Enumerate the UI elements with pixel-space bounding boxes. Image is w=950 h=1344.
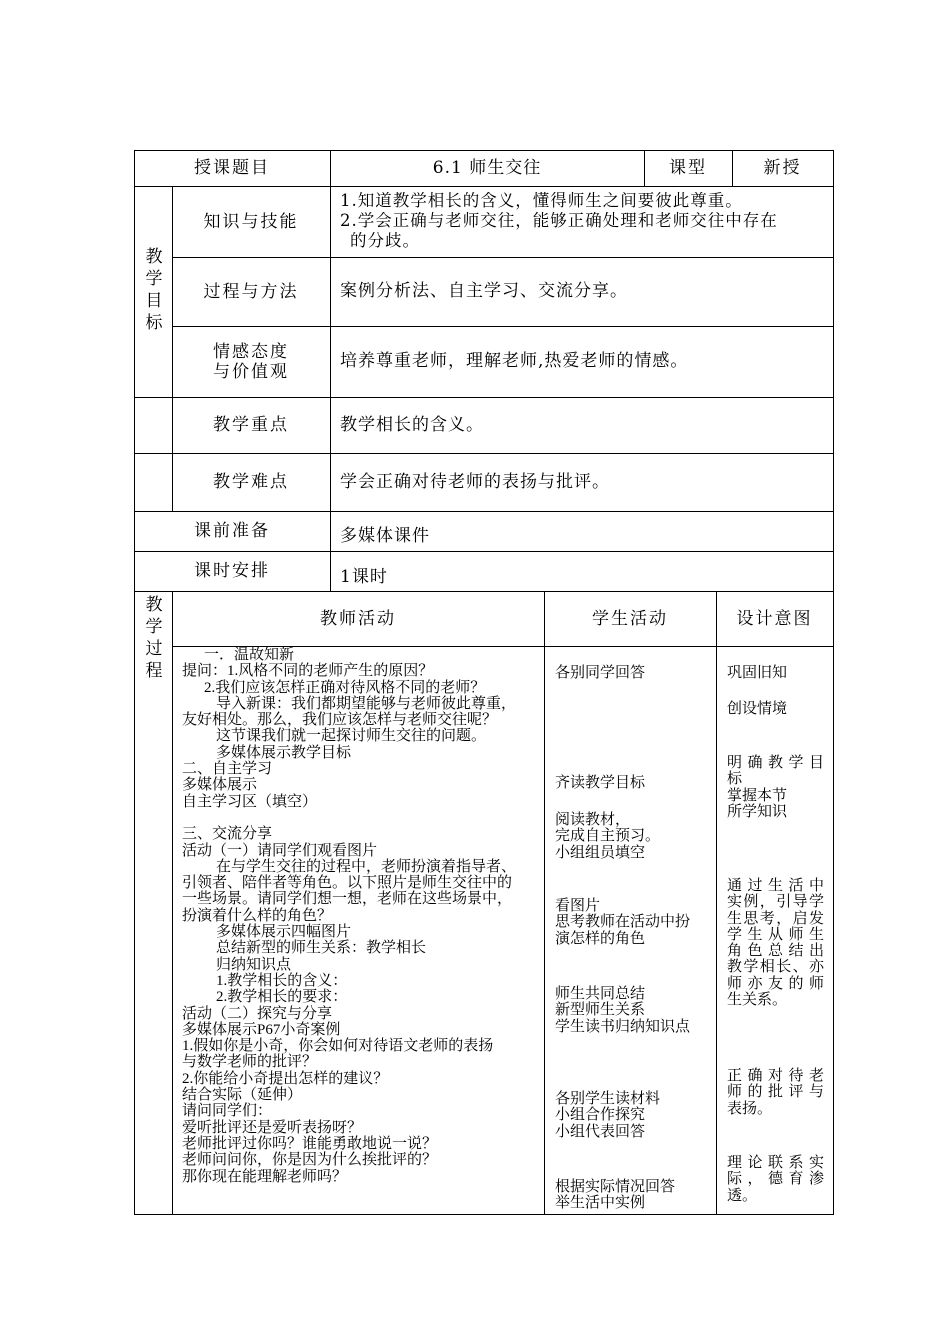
- design-line: 学生从师生: [727, 926, 824, 943]
- design-line: 表扬。: [727, 1100, 773, 1117]
- course-type-label: 课型: [669, 158, 707, 178]
- student-line: 学生读书归纳知识点: [555, 1018, 691, 1035]
- teacher-activity: [182, 647, 542, 1185]
- student-line: 根据实际情况回答: [555, 1179, 676, 1195]
- course-type-value: 新授: [763, 158, 802, 178]
- col-header-teacher: 教师活动: [320, 608, 396, 629]
- teacher-line: 导入新课：我们都期望能够与老师彼此尊重，: [216, 695, 517, 712]
- teacher-line: 1.教学相长的含义：: [216, 972, 348, 989]
- student-activity-d: [555, 898, 713, 947]
- teacher-line: 提问：1.风格不同的老师产生的原因？: [182, 663, 434, 680]
- knowledge-label: 知识与技能: [203, 211, 299, 232]
- student-line: 小组合作探究: [555, 1107, 646, 1124]
- teacher-line: 2.你能给小奇提出怎样的建议？: [182, 1070, 389, 1087]
- design-line: 正确对待老: [727, 1068, 824, 1084]
- col-divider: [172, 591, 173, 1215]
- design-line: 所学知识: [727, 803, 788, 820]
- student-activity-b: [555, 775, 713, 791]
- process-method-value: 案例分析法、自主学习、交流分享。: [340, 281, 628, 301]
- teacher-line: 1.假如你是小奇，你会如何对待语文老师的表扬: [182, 1038, 494, 1055]
- design-line: 巩固旧知: [727, 665, 788, 681]
- student-line: 齐读教学目标: [555, 775, 646, 791]
- student-activity-f: [555, 1091, 713, 1140]
- design-line: 实例，引导学: [727, 894, 824, 911]
- emotion-label-line-2: 与价值观: [213, 361, 289, 382]
- schedule-value: 1课时: [340, 567, 388, 587]
- emotion-label: [172, 326, 330, 397]
- teacher-line: 友好相处。那么，我们应该怎样与老师交往呢？: [182, 712, 498, 729]
- design-line: 际，德育渗: [727, 1171, 824, 1188]
- student-line: 看图片: [555, 898, 601, 914]
- teacher-line: 引领者、陪伴者等角色。以下照片是师生交往中的: [182, 875, 513, 892]
- key-point-label: 教学重点: [213, 415, 289, 435]
- design-line: 理论联系实: [727, 1155, 824, 1171]
- teacher-line: 活动（二）探究与分享: [182, 1005, 333, 1022]
- student-line: 举生活中实例: [555, 1195, 646, 1212]
- student-activity-g: [555, 1179, 713, 1212]
- teacher-line: 爱听批评还是爱听表扬呀？: [182, 1119, 363, 1136]
- design-line: 生思考，启发: [727, 910, 824, 927]
- design-intent-a: [727, 665, 827, 681]
- design-line: 通过生活中: [727, 878, 824, 894]
- teacher-line: 总结新型的师生关系：教学相长: [216, 940, 427, 957]
- teacher-line: 老师问问你，你是因为什么挨批评的？: [182, 1152, 438, 1169]
- design-line: 教学相长、亦: [727, 959, 824, 976]
- student-line: 演怎样的角色: [555, 930, 646, 947]
- student-line: 师生共同总结: [555, 986, 646, 1002]
- teacher-line: 2.教学相长的要求：: [216, 989, 348, 1006]
- design-line: 师的批评与: [727, 1084, 824, 1101]
- key-point-value: 教学相长的含义。: [340, 415, 484, 435]
- difficulty-value: 学会正确对待老师的表扬与批评。: [340, 472, 610, 492]
- design-intent-f: [727, 1155, 824, 1204]
- teacher-line: 一．温故知新: [204, 647, 295, 663]
- design-intent-c: [727, 755, 824, 820]
- student-line: 小组代表回答: [555, 1123, 646, 1140]
- student-line: 各别学生读材料: [555, 1091, 661, 1107]
- design-line: 角色总结出: [727, 943, 824, 960]
- col-header-student: 学生活动: [592, 608, 668, 629]
- teacher-line: 二、自主学习: [182, 761, 273, 778]
- knowledge-line-2: 2.学会正确与老师交往，能够正确处理和老师交往中存在: [340, 211, 778, 230]
- teacher-line: 那你现在能理解老师吗？: [182, 1168, 348, 1185]
- col-divider: [544, 591, 545, 1215]
- col-divider: [716, 591, 717, 1215]
- emotion-label-line-1: 情感态度: [213, 341, 289, 362]
- process-section-label: 教学过程: [145, 595, 163, 681]
- student-line: 各别同学回答: [555, 665, 646, 681]
- teacher-line: [182, 810, 542, 826]
- student-activity-c: [555, 812, 713, 861]
- design-line: 明确教学目: [727, 755, 824, 771]
- teacher-line: 在与学生交往的过程中，老师扮演着指导者、: [216, 858, 517, 875]
- preparation-label: 课前准备: [194, 521, 270, 541]
- teacher-line: 请问同学们：: [182, 1103, 273, 1120]
- topic-label: 授课题目: [194, 158, 270, 178]
- knowledge-line-1: 1.知道教学相长的含义，懂得师生之间要彼此尊重。: [340, 191, 743, 210]
- teacher-line: 与数学老师的批评？: [182, 1054, 318, 1071]
- teacher-line: 结合实际（延伸）: [182, 1087, 303, 1104]
- teacher-line: 扮演着什么样的角色？: [182, 907, 333, 924]
- knowledge-value: [340, 191, 830, 255]
- teacher-line: 一些场景。请同学们想一想，老师在这些场景中，: [182, 891, 513, 908]
- teacher-line: 2.我们应该怎样正确对待风格不同的老师？: [204, 679, 486, 696]
- difficulty-label: 教学难点: [213, 472, 289, 492]
- teacher-line: 多媒体展示P67小奇案例: [182, 1021, 341, 1038]
- student-line: 完成自主预习。: [555, 828, 661, 845]
- knowledge-line-3: 的分歧。: [350, 231, 420, 250]
- teacher-line: 老师批评过你吗？谁能勇敢地说一说？: [182, 1135, 438, 1152]
- teacher-line: 归纳知识点: [216, 956, 292, 973]
- student-activity-e: [555, 986, 713, 1035]
- teacher-line: 多媒体展示教学目标: [216, 744, 352, 761]
- col-header-design: 设计意图: [736, 608, 813, 629]
- student-line: 小组组员填空: [555, 844, 646, 861]
- student-line: 新型师生关系: [555, 1002, 646, 1019]
- design-line: 掌握本节: [727, 787, 788, 804]
- design-line: 标: [727, 771, 743, 788]
- objectives-section-label: 教学目标: [145, 247, 163, 333]
- teacher-line: 这节课我们就一起探讨师生交往的问题。: [216, 728, 487, 745]
- teacher-line: 三、交流分享: [182, 826, 273, 843]
- table-border: [134, 1214, 834, 1215]
- student-line: 思考教师在活动中扮: [555, 914, 691, 931]
- teacher-line: 自主学习区（填空）: [182, 793, 318, 810]
- student-activity-a: [555, 665, 713, 681]
- student-line: 阅读教材，: [555, 812, 631, 828]
- design-intent-d: [727, 878, 824, 1008]
- table-border: [833, 150, 834, 1215]
- schedule-label: 课时安排: [194, 561, 270, 581]
- design-line: 创设情境: [727, 701, 788, 717]
- design-line: 透。: [727, 1187, 758, 1204]
- table-border: [134, 150, 135, 1215]
- col-divider: [330, 150, 331, 592]
- process-method-label: 过程与方法: [203, 281, 299, 302]
- emotion-value: 培养尊重老师，理解老师,热爱老师的情感。: [340, 351, 689, 371]
- design-intent-b: [727, 701, 827, 717]
- teacher-line: 活动（一）请同学们观看图片: [182, 842, 378, 859]
- topic-value: 6.1 师生交往: [432, 158, 542, 178]
- design-line: 生关系。: [727, 992, 788, 1009]
- teacher-line: 多媒体展示四幅图片: [216, 924, 352, 941]
- design-intent-e: [727, 1068, 824, 1117]
- preparation-value: 多媒体课件: [340, 526, 430, 546]
- design-line: 师亦友的师: [727, 975, 824, 992]
- teacher-line: 多媒体展示: [182, 777, 258, 794]
